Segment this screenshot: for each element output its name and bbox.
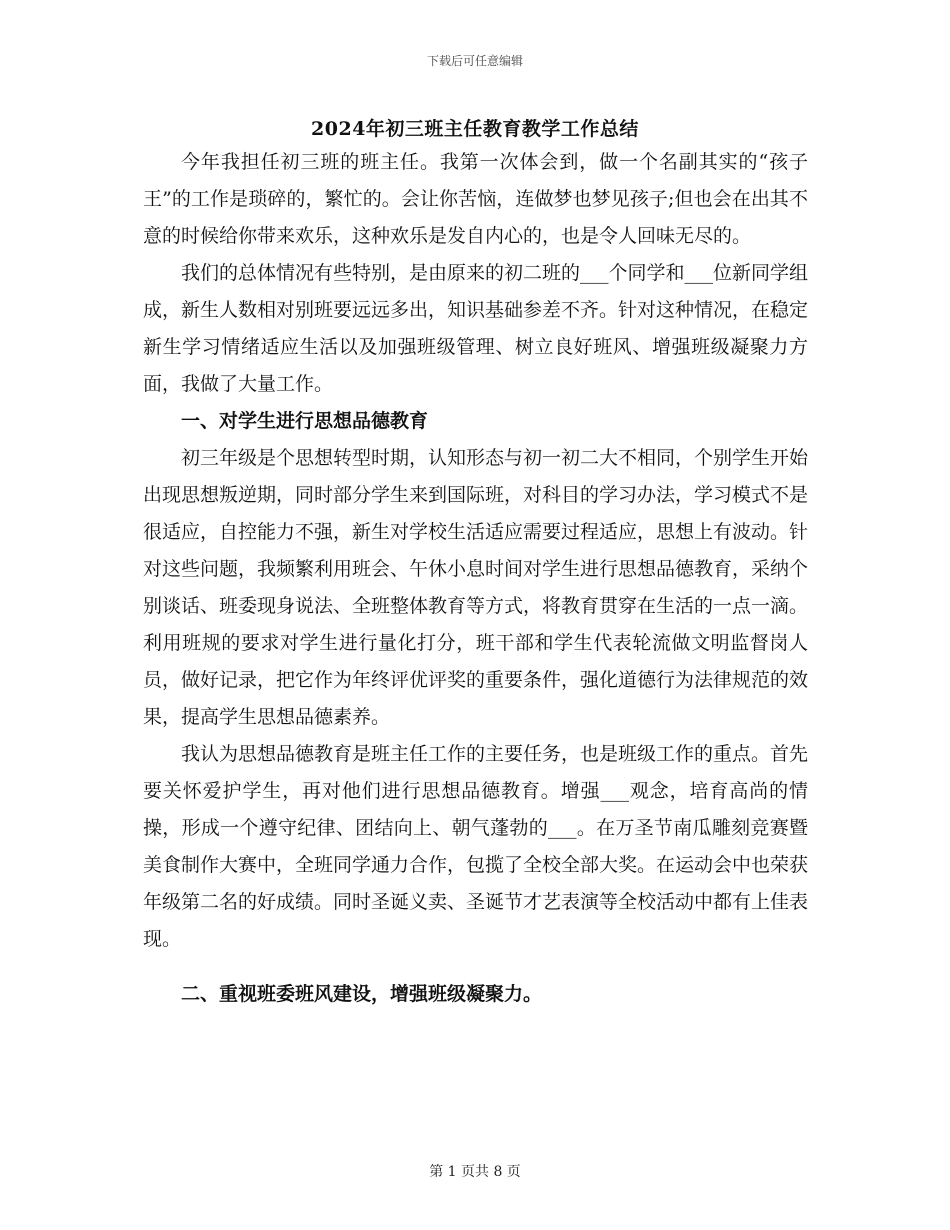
section-1-paragraph-1: 初三年级是个思想转型时期，认知形态与初一初二大不相同，个别学生开始出现思想叛逆期，同时部分学生来到国际班，对科目的学习办法，学习模式不是很适应，自控能力不强，新生对学校生活适应需要过程适应，思想上有波动。针对这些问题，我频繁利用班会、午休小息时间对学生进行思想品德教育，采纳个别谈话、班委现身说法、全班整体教育等方式，将教育贯穿在生活的一点一滴。利用班规的要求对学生进行量化打分，班干部和学生代表轮流做文明监督岗人员，做好记录，把它作为年终评优评奖的重要条件，强化道德行为法律规范的效果，提高学生思想品德素养。 (143, 447, 809, 728)
section-1-heading: 一、对学生进行思想品德教育 (181, 410, 429, 432)
intro-paragraph-1: 今年我担任初三班的班主任。我第一次体会到，做一个名副其实的“孩子王”的工作是琐碎的，繁忙的。会让你苦恼，连做梦也梦见孩子;但也会在出其不意的时候给你带来欢乐，这种欢乐是发自内心的，也是令人回味无尽的。 (143, 151, 808, 247)
header-note: 下载后可任意编辑 (426, 54, 523, 68)
section-1-paragraph-2: 我认为思想品德教育是班主任工作的主要任务，也是班级工作的重点。首先要关怀爱护学生，再对他们进行思想品德教育。增强___观念，培育高尚的情操，形成一个遵守纪律、团结向上、朝气蓬勃的___。在万圣节南瓜雕刻竞赛暨美食制作大赛中，全班同学通力合作，包揽了全校全部大奖。在运动会中也荣获年级第二名的好成绩。同时圣诞义卖、圣诞节才艺表演等全校活动中都有上佳表现。 (143, 743, 809, 950)
intro-paragraph-2: 我们的总体情况有些特别，是由原来的初二班的___个同学和___位新同学组成，新生人数相对别班要远远多出，知识基础参差不齐。针对这种情况，在稳定新生学习情绪适应生活以及加强班级管理、树立良好班风、增强班级凝聚力方面，我做了大量工作。 (143, 262, 809, 395)
section-2-heading: 二、重视班委班风建设，增强班级凝聚力。 (181, 983, 543, 1005)
document-body (143, 144, 808, 1013)
document-title: 2024年初三班主任教育教学工作总结 (311, 118, 639, 140)
page-footer: 第 1 页共 8 页 (429, 1164, 521, 1180)
